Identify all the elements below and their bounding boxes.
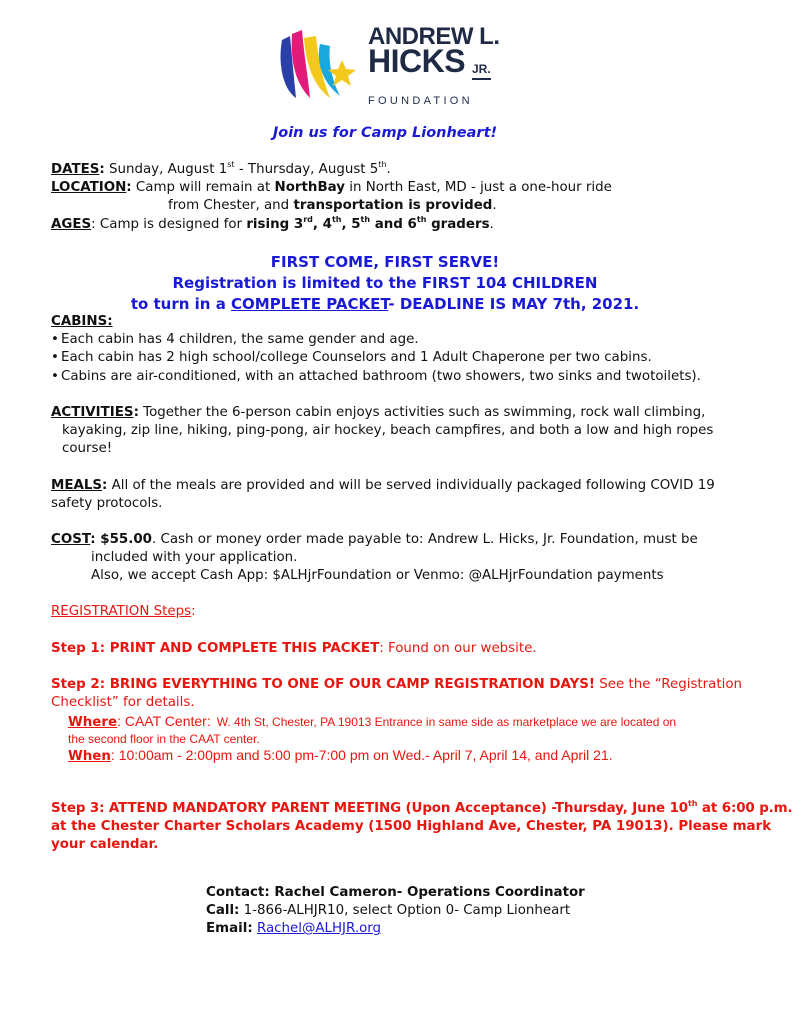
registration-label: REGISTRATION Steps	[51, 604, 192, 619]
notice-line-2: Registration is limited to the FIRST 104 CHILDREN	[172, 274, 598, 292]
logo-line-1: ANDREW L.	[368, 23, 500, 50]
step-3-line-3: your calendar.	[51, 837, 159, 852]
location-text-4: .	[492, 198, 497, 213]
activities-line-1: ACTIVITIES: Together the 6-person cabin enjoys activities such as swimming, rock wall climbing,	[51, 405, 706, 420]
step-1	[51, 640, 537, 658]
cabin-item	[51, 331, 419, 349]
cost-amount: $55.00	[95, 532, 152, 547]
foundation-logo	[276, 22, 506, 108]
ages-grade-4: and 6	[370, 217, 417, 232]
step-3-line-1	[51, 800, 793, 818]
logo-swoosh-mark	[276, 22, 366, 108]
dates-line: DATES: Sunday, August 1st - Thursday, August 5th.	[51, 160, 391, 177]
where-line-2: the second floor in the CAAT center.	[68, 732, 260, 746]
ages-sup-3: th	[360, 215, 371, 224]
email-link[interactable]: Rachel@ALHJR.org	[256, 921, 382, 936]
location-text-3: from Chester, and	[168, 198, 294, 213]
dates-text-3: .	[386, 162, 391, 177]
cost-line-2: included with your application.	[91, 550, 298, 565]
ages-text-2: .	[489, 217, 494, 232]
location-line: LOCATION: Camp will remain at NorthBay in North East, MD - just a one-hour ride	[51, 180, 612, 195]
step-2	[51, 676, 742, 694]
when-line	[68, 746, 613, 766]
cost-text-1: . Cash or money order made payable to: Andrew L. Hicks, Jr. Foundation, must be	[151, 532, 698, 547]
cost-line-3: Also, we accept Cash App: $ALHjrFoundation or Venmo: @ALHjrFoundation payments	[91, 568, 664, 583]
where-line	[68, 712, 676, 732]
call-text: 1-866-ALHJR10, select Option 0- Camp Lionheart	[239, 903, 571, 918]
cabin-item	[51, 349, 652, 367]
step-2-line-2: Checklist” for details.	[51, 695, 195, 710]
contact-line: Contact: Rachel Cameron- Operations Coordinator	[206, 885, 585, 900]
where-venue: : CAAT Center:	[117, 713, 211, 729]
ages-sup-2: th	[331, 215, 342, 224]
cabin-item-text: Each cabin has 2 high school/college Counselors and 1 Adult Chaperone per two cabins.	[61, 350, 652, 365]
location-transport: transportation is provided	[293, 198, 493, 213]
notice-line-1: FIRST COME, FIRST SERVE!	[270, 253, 500, 271]
where-address: W. 4th St, Chester, PA 19013 Entrance in same side as marketplace we are located on	[216, 715, 677, 729]
location-place: NorthBay	[274, 180, 346, 195]
meals-text-1: All of the meals are provided and will be served individually packaged following COVID 19	[107, 478, 715, 493]
logo-line-2: HICKS	[368, 43, 466, 79]
notice-line-3	[0, 295, 770, 313]
step-3-text-1: Step 3: ATTEND MANDATORY PARENT MEETING (Upon Acceptance) -Thursday, June 10	[51, 801, 689, 816]
ages-sup-1: rd	[303, 215, 313, 224]
call-label: Call:	[206, 903, 240, 918]
meals-line-2: safety protocols.	[51, 496, 163, 511]
logo-line-3: FOUNDATION	[368, 95, 473, 107]
cost-label: COST	[51, 532, 91, 547]
dates-text-2: - Thursday, August 5	[234, 162, 379, 177]
cabins-label: CABINS:	[51, 314, 113, 329]
step-2-text: See the “Registration	[595, 677, 743, 692]
ages-grade-5: graders	[426, 217, 490, 232]
ages-grade-2: , 4	[312, 217, 332, 232]
meals-line-1: MEALS: All of the meals are provided and will be served individually packaged following COVID 19	[51, 478, 715, 493]
logo-suffix: JR.	[472, 60, 491, 80]
step-1-text: : Found on our website.	[379, 641, 537, 656]
ages-grade-1: rising 3	[246, 217, 304, 232]
when-label: When	[68, 749, 111, 764]
dates-sup-1: st	[227, 160, 235, 169]
notice-complete-packet: COMPLETE PACKET	[231, 295, 389, 313]
activities-line-3: course!	[62, 441, 113, 456]
notice-deadline: - DEADLINE IS MAY 7th, 2021.	[388, 295, 640, 313]
dates-label: DATES	[51, 162, 100, 177]
bullet-icon: •	[51, 369, 59, 384]
dates-sup-2: th	[378, 160, 387, 169]
ages-text-1: : Camp is designed for	[91, 217, 247, 232]
location-line-2	[168, 197, 497, 215]
call-line	[206, 902, 570, 920]
cabin-item	[51, 368, 701, 386]
cabin-item-text: Each cabin has 4 children, the same gender and age.	[61, 332, 419, 347]
ages-sup-4: th	[416, 215, 427, 224]
location-label: LOCATION	[51, 180, 127, 195]
location-text-2: in North East, MD - just a one-hour ride	[345, 180, 612, 195]
email-label: Email:	[206, 921, 253, 936]
activities-label: ACTIVITIES	[51, 405, 134, 420]
notice-line-3a: to turn in a	[130, 295, 232, 313]
meals-label: MEALS	[51, 478, 103, 493]
dates-text-1: Sunday, August 1	[104, 162, 228, 177]
ages-label: AGES	[51, 217, 92, 232]
bullet-icon: •	[51, 332, 59, 347]
cabin-item-text: Cabins are air-conditioned, with an attached bathroom (two showers, two sinks and twotoilets).	[61, 369, 701, 384]
step-2-title: Step 2: BRING EVERYTHING TO ONE OF OUR CAMP REGISTRATION DAYS!	[51, 677, 596, 692]
location-text-1: Camp will remain at	[131, 180, 275, 195]
bullet-icon: •	[51, 350, 59, 365]
where-label: Where	[68, 715, 118, 730]
step-3-text-2: at 6:00 p.m.	[697, 801, 793, 816]
cost-line-1: COST: $55.00. Cash or money order made payable to: Andrew L. Hicks, Jr. Foundation, must be	[51, 532, 698, 547]
activities-line-2: kayaking, zip line, hiking, ping-pong, air hockey, beach campfires, and both a low and high ropes	[62, 423, 714, 438]
step-3-sup: th	[688, 799, 698, 808]
email-line	[206, 920, 381, 938]
when-text: : 10:00am - 2:00pm and 5:00 pm-7:00 pm on Wed.- April 7, April 14, and April 21.	[110, 747, 613, 763]
activities-text-1: Together the 6-person cabin enjoys activities such as swimming, rock wall climbing,	[138, 405, 706, 420]
ages-grade-3: , 5	[341, 217, 361, 232]
step-3-line-2: at the Chester Charter Scholars Academy (1500 Highland Ave, Chester, PA 19013). Please mark	[51, 819, 772, 834]
registration-heading: REGISTRATION Steps:	[51, 604, 196, 619]
step-1-title: Step 1: PRINT AND COMPLETE THIS PACKET	[51, 641, 380, 656]
camp-heading: Join us for Camp Lionheart!	[272, 125, 498, 141]
ages-line	[51, 216, 494, 234]
